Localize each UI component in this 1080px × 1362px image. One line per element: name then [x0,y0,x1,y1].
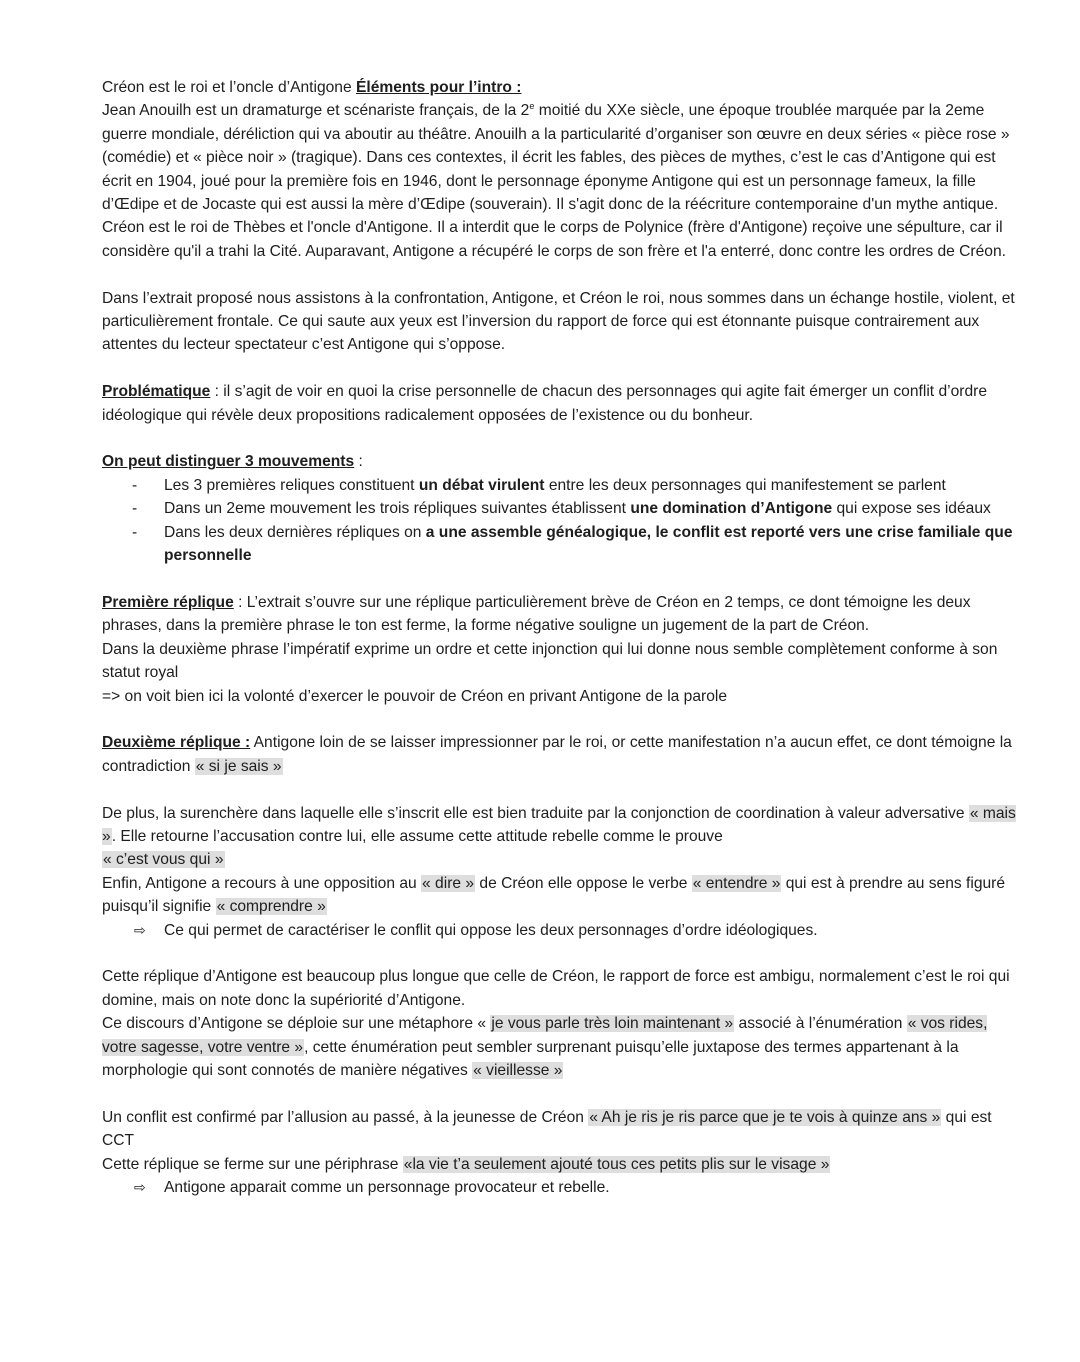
quote-highlight: « si je sais » [195,757,282,775]
intro-lead-text: Créon est le roi et l’oncle d’Antigone [102,79,356,96]
arrow-text: Antigone apparait comme un personnage provocateur et rebelle. [164,1178,610,1196]
problematique [102,380,1022,427]
deuxieme-label: Deuxième réplique : [102,734,251,752]
item-bold: une domination d’Antigone [630,500,833,518]
text-span: Enfin, Antigone a recours à une opposition au [102,874,422,892]
list-item [102,474,1022,497]
deuxieme-p2 [102,802,1022,872]
item-bold: un débat virulent [418,476,545,494]
intro-p1-rest: moitié du XXe siècle, une époque troublée marquée par la 2eme guerre mondiale, déréliction qui va aboutir au théâtre. Anouilh a la particularité d’organiser son œuvre en deux séries « pièce rose » (comédie) et « pièce noir » (tragique). Dans ces contextes, il écrit les fables, des pièces de mythes, c’est le cas d’Antigone qui est écrit en 1904, joué pour la première fois en 1946, dont le personnage éponyme Antigone qui est un personnage fameux, la fille d’Œdipe et de Jocaste qui est aussi la mère d’Œdipe (souverain). Il s'agit donc de la réécriture contemporaine d'un mythe antique. Créon est le roi de Thèbes et l'oncle d'Antigone. Il a interdit que le corps de Polynice (frère d'Antigone) reçoive une sépulture, car il considère qu'il a trahi la Cité. Auparavant, Antigone a récupéré le corps de son frère et l'a enterré, donc contre les ordres de Créon. [102,102,1010,260]
text-span: , cette énumération peut sembler surprenant puisqu’elle juxtapose des termes appartenant à la morphologie qui sont connotés de manière négatives [102,1038,959,1079]
text-span: Un conflit est confirmé par l’allusion au passé, à la jeunesse de Créon [102,1108,589,1126]
list-item [102,497,1022,520]
item-text: qui expose ses idéaux [832,500,991,518]
item-bold: a une assemble généalogique, le conflit est reporté vers une crise familiale que personnelle [164,523,1013,565]
quote-highlight: je vous parle très loin maintenant » [491,1015,734,1033]
quote-highlight: « vieillesse » [473,1061,563,1079]
premiere-p2: Dans la deuxième phrase l’impératif exprime un ordre et cette injonction qui lui donne nous semble complètement conforme à son statut royal [102,640,998,682]
quote-highlight: « c’est vous qui » [103,851,224,869]
problematique-text: : il s’agit de voir en quoi la crise personnelle de chacun des personnages qui agite fait émerger un conflit d’ordre idéologique qui révèle deux propositions radicalement opposées de l’existence ou du bonheur. [102,383,987,424]
deuxieme-replique [102,731,1022,778]
arrow-text: Ce qui permet de caractériser le conflit qui oppose les deux personnages d’ordre idéologiques. [164,921,818,939]
text-span: de Créon elle oppose le verbe [475,874,692,892]
text-span: qui est CCT [102,1108,992,1150]
quote-highlight: «la vie t’a seulement ajouté tous ces petits plis sur le visage » [403,1155,830,1173]
problematique-label: Problématique [102,383,211,401]
premiere-p3: => on voit bien ici la volonté d’exercer le pouvoir de Créon en privant Antigone de la parole [102,687,728,705]
item-text: entre les deux personnages qui manifestement se parlent [544,476,946,494]
quote-highlight: « dire » [422,874,475,892]
document-page [102,76,1022,1199]
intro-paragraph [102,99,1022,263]
suite-p1: Cette réplique d’Antigone est beaucoup plus longue que celle de Créon, le rapport de force est ambigu, normalement c’est le roi qui domine, mais on note donc la supériorité d’Antigone. [102,968,1010,1009]
list-item [102,521,1022,568]
text-span: Cette réplique se ferme sur une périphrase [102,1155,403,1173]
mouvements-colon: : [354,453,363,471]
mouvements-label: On peut distinguer 3 mouvements [102,453,355,471]
text-span: De plus, la surenchère dans laquelle elle s’inscrit elle est bien traduite par la conjonction de coordination à valeur adversative [102,804,969,822]
item-text: Les 3 premières reliques constituent [164,476,419,494]
quote-highlight: « entendre » [692,874,781,892]
mouvements-heading [102,450,1022,473]
suite-p4 [102,1153,1022,1176]
premiere-label: Première réplique [102,593,234,611]
premiere-text: : L’extrait s’ouvre sur une réplique particulièrement brève de Créon en 2 temps, ce dont témoigne les deux phrases, dans la première phrase le ton est ferme, la forme négative souligne un jugement de la part de Créon. [102,593,971,635]
text-span: qui est à prendre au sens figuré puisqu’il signifie [102,874,1006,916]
mouvements-list [102,474,1022,568]
intro-lead [102,76,1022,99]
premiere-replique [102,591,1022,638]
arrow-right-icon: ⇨ [134,1178,146,1195]
intro-heading: Éléments pour l’intro : [355,79,522,96]
text-span: Ce discours d’Antigone se déploie sur une métaphore « [102,1015,491,1033]
intro-context-paragraph: Dans l’extrait proposé nous assistons à la confrontation, Antigone, et Créon le roi, nous sommes dans un échange hostile, violent, et particulièrement frontale. Ce qui saute aux yeux est l’inversion du rapport de force qui est étonnante puisque contrairement aux attentes du lecteur spectateur c’est Antigone qui s’oppose. [102,289,1015,354]
text-span: . Elle retourne l’accusation contre lui, elle assume cette attitude rebelle comme le prouve [111,827,723,845]
suite-p3 [102,1106,1022,1153]
suite-p2 [102,1012,1022,1082]
quote-highlight: « comprendre » [216,898,326,916]
deuxieme-text: Antigone loin de se laisser impressionner par le roi, or cette manifestation n’a aucun effet, ce dont témoigne la contradiction [102,734,1012,775]
conclusion-arrow-1 [102,919,1022,942]
intro-sup: e [529,101,535,112]
deuxieme-p3 [102,872,1022,919]
item-text: Dans les deux dernières répliques on [164,523,426,541]
intro-p1: Jean Anouilh est un dramaturge et scénariste français, de la 2 [102,102,530,120]
text-span: associé à l’énumération [734,1015,907,1033]
arrow-right-icon: ⇨ [134,921,146,938]
item-text: Dans un 2eme mouvement les trois répliques suivantes établissent [164,500,631,518]
quote-highlight: « Ah je ris je ris parce que je te vois à quinze ans » [589,1108,941,1126]
quote-highlight: « mais » [102,804,1016,845]
conclusion-arrow-2 [102,1176,1022,1199]
quote-highlight: « vos rides, votre sagesse, votre ventre » [102,1015,988,1056]
